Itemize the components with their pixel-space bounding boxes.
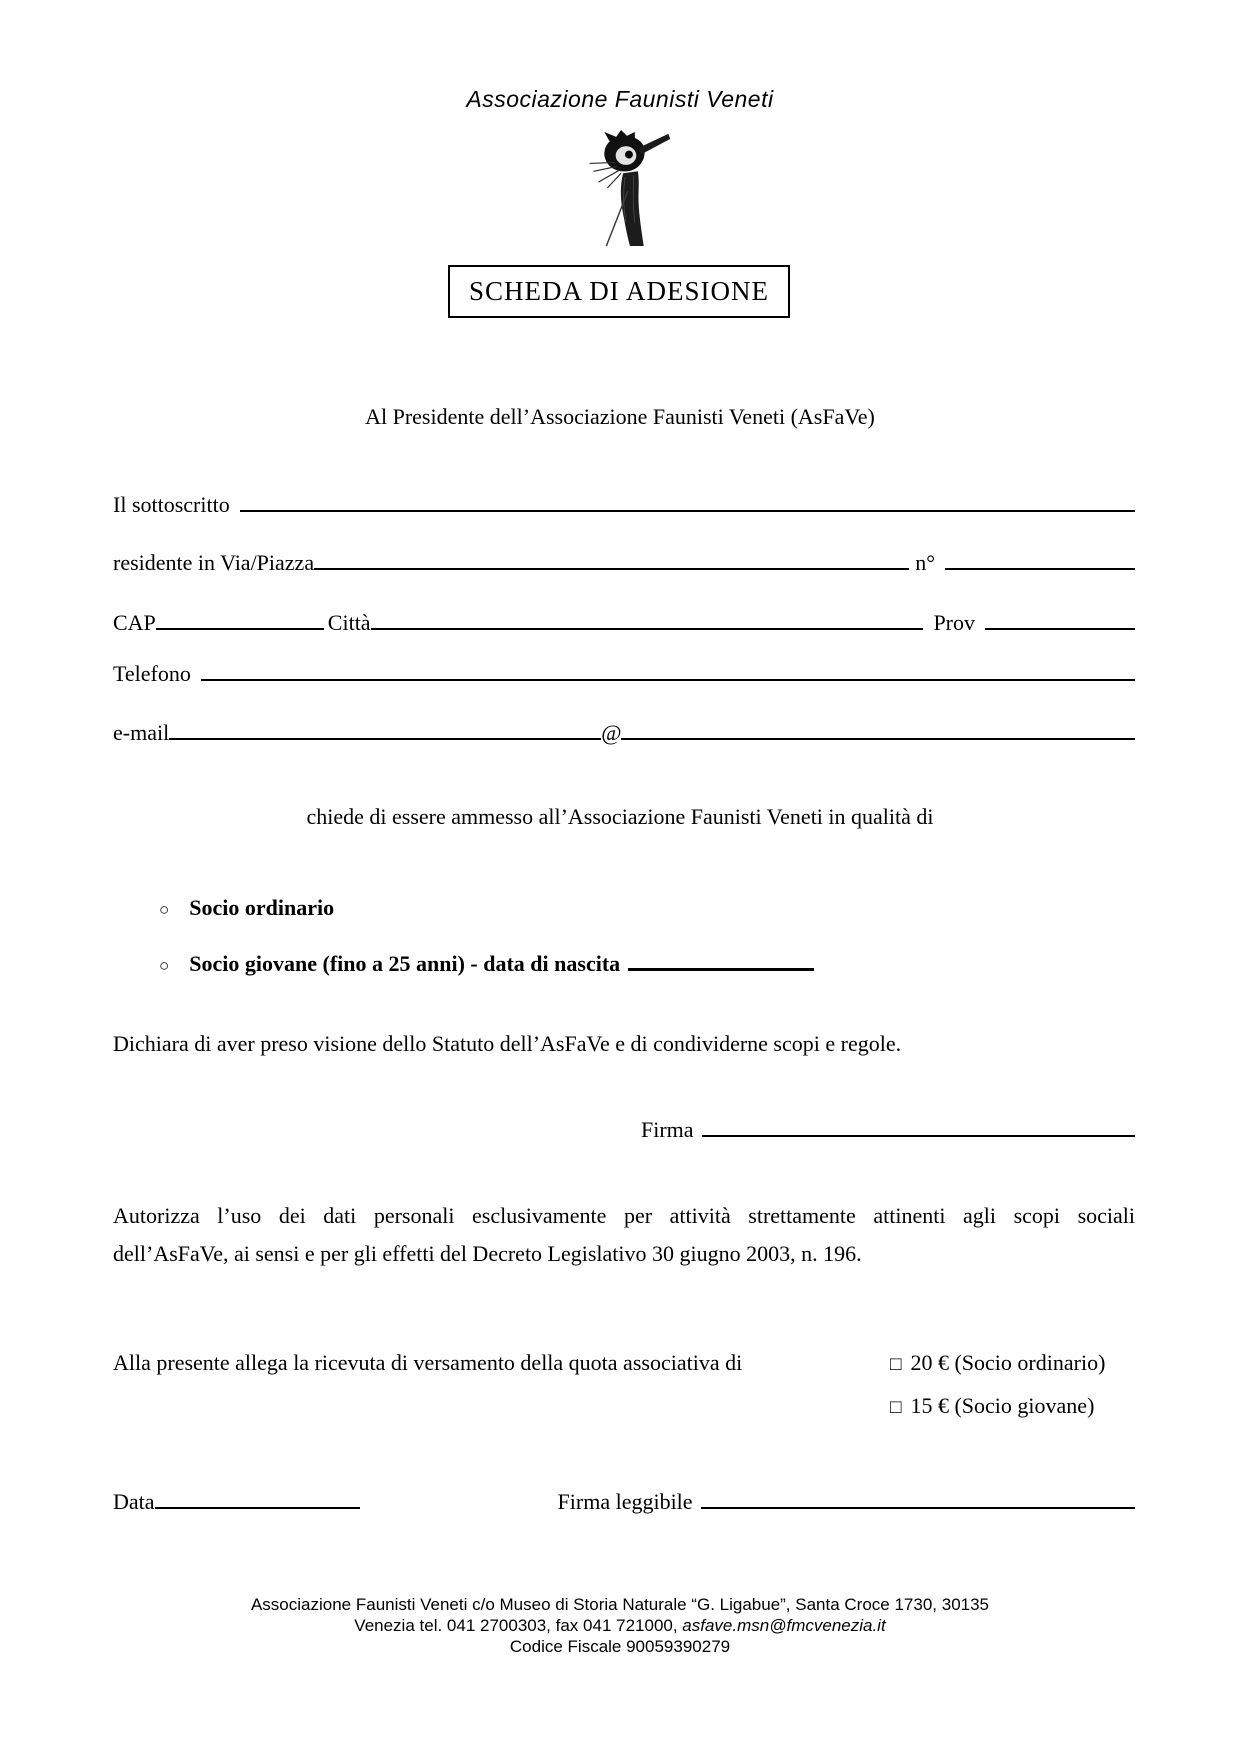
- sottoscritto-label: Il sottoscritto: [113, 492, 230, 517]
- footer-codice-fiscale: Codice Fiscale 90059390279: [509, 1637, 731, 1656]
- firma-blank-field[interactable]: [702, 1135, 1135, 1137]
- field-row-residente: [113, 550, 1135, 576]
- field-row-telefono: [113, 661, 1135, 687]
- numero-blank-field[interactable]: [945, 568, 1135, 570]
- quota-label: Alla presente allega la ricevuta di versamento della quota associativa di: [113, 1350, 743, 1375]
- option-socio-ordinario: [159, 895, 1139, 921]
- radio-circle-icon[interactable]: ○: [159, 900, 170, 919]
- prov-blank-field[interactable]: [985, 628, 1135, 630]
- form-title: SCHEDA DI ADESIONE: [468, 276, 769, 306]
- field-row-email: [113, 720, 1135, 746]
- footer: [0, 1594, 1240, 1657]
- footer-email: asfave.msn@fmcvenezia.it: [682, 1616, 886, 1635]
- residente-label: residente in Via/Piazza: [113, 550, 315, 575]
- firma-label: Firma: [641, 1117, 694, 1142]
- radio-circle-icon[interactable]: ○: [159, 956, 170, 975]
- checkbox-icon[interactable]: □: [890, 1354, 902, 1375]
- footer-contacts-line: [0, 1615, 1240, 1636]
- email-local-blank-field[interactable]: [169, 738, 601, 740]
- citta-blank-field[interactable]: [371, 628, 924, 630]
- footer-address-line: Associazione Faunisti Veneti c/o Museo di Storia Naturale “G. Ligabue”, Santa Croce 1730, 30135: [250, 1595, 990, 1614]
- via-piazza-blank-field[interactable]: [314, 568, 909, 570]
- quota-option-giovane: [890, 1393, 1094, 1419]
- privacy-line-2: dell’AsFaVe, ai sensi e per gli effetti del Decreto Legislativo 30 giugno 2003, n. 196.: [113, 1241, 862, 1266]
- addressee-line: Al Presidente dell’Associazione Faunisti Veneti (AsFaVe): [365, 404, 875, 429]
- prov-label: Prov: [933, 610, 975, 635]
- option-label: Socio ordinario: [189, 895, 335, 920]
- data-blank-field[interactable]: [155, 1507, 360, 1509]
- checkbox-icon[interactable]: □: [890, 1397, 902, 1418]
- citta-label: Città: [327, 610, 371, 635]
- statuto-declaration: Dichiara di aver preso visione dello Statuto dell’AsFaVe e di condividerne scopi e regole.: [113, 1031, 902, 1056]
- field-row-sottoscritto: [113, 492, 1135, 518]
- membership-intro: chiede di essere ammesso all’Associazione Faunisti Veneti in qualità di: [306, 804, 934, 829]
- sottoscritto-blank-field[interactable]: [240, 510, 1135, 512]
- quota-option-label: 20 € (Socio ordinario): [910, 1350, 1106, 1375]
- firma-leggibile-label: Firma leggibile: [557, 1489, 693, 1514]
- data-nascita-blank-field[interactable]: [628, 968, 814, 971]
- field-row-data-firma: [113, 1489, 1135, 1515]
- bird-logo-icon: [576, 130, 676, 248]
- telefono-label: Telefono: [113, 661, 191, 686]
- footer-phone-fax: Venezia tel. 041 2700303, fax 041 721000,: [354, 1616, 683, 1635]
- form-title-box: [448, 265, 790, 318]
- numero-label: n°: [915, 550, 935, 575]
- option-socio-giovane: [159, 951, 1139, 977]
- org-title: Associazione Faunisti Veneti: [466, 86, 774, 112]
- cap-label: CAP: [113, 610, 156, 635]
- telefono-blank-field[interactable]: [201, 679, 1135, 681]
- firma-leggibile-blank-field[interactable]: [701, 1507, 1135, 1509]
- field-row-cap-citta-prov: [113, 610, 1135, 636]
- field-row-firma: [641, 1117, 1135, 1143]
- email-at-sign: @: [601, 720, 622, 745]
- privacy-authorization: [113, 1197, 1135, 1273]
- cap-blank-field[interactable]: [156, 628, 324, 630]
- email-domain-blank-field[interactable]: [621, 738, 1135, 740]
- quota-option-ordinario: [890, 1350, 1105, 1376]
- privacy-line-1: Autorizza l’uso dei dati personali esclusivamente per attività strettamente attinenti agli scopi sociali: [113, 1203, 1135, 1228]
- quota-option-label: 15 € (Socio giovane): [910, 1393, 1095, 1418]
- option-label: Socio giovane (fino a 25 anni) - data di nascita: [189, 951, 621, 976]
- data-label: Data: [113, 1489, 155, 1514]
- email-label: e-mail: [113, 720, 170, 745]
